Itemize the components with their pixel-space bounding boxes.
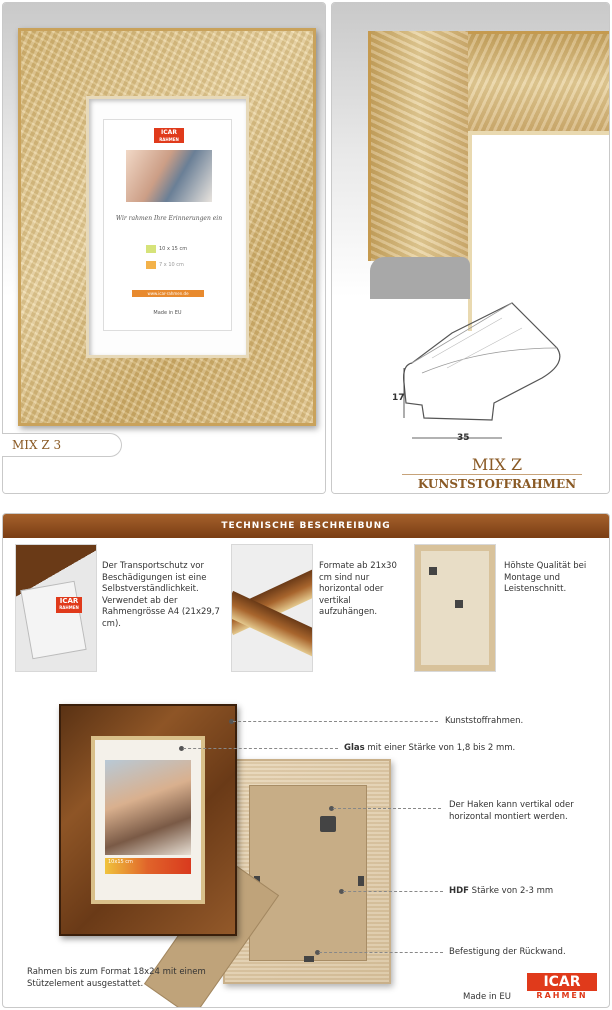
profile-panel <box>331 2 610 494</box>
insert-card <box>103 119 232 331</box>
stand-note-text: Rahmen bis zum Format 18x24 mit einem Stützelement ausgestattet. <box>27 967 206 989</box>
frame-passepartout <box>86 96 249 358</box>
callout-glass-rest: mit einer Stärke von 1,8 bis 2 mm. <box>364 743 516 753</box>
made-in-eu: Made in EU <box>463 992 511 1002</box>
insert-url: www.icar-rahmen.de <box>132 290 204 297</box>
couple-photo <box>126 150 212 202</box>
size-swatch-main <box>146 245 156 253</box>
logo-rahmen-text: RAHMEN <box>536 991 588 1000</box>
corner-left-bar <box>368 31 468 261</box>
photo-size-label: 10x15 cm <box>108 859 133 865</box>
callout-glass-bold: Glas <box>344 743 365 753</box>
callout-line-glass <box>183 748 338 749</box>
size-alt-label: 7 x 10 cm <box>159 262 184 268</box>
dimension-height: 17 <box>392 393 405 403</box>
technical-header: TECHNISCHE BESCHREIBUNG <box>3 514 609 538</box>
callout-hdf-bold: HDF <box>449 886 469 896</box>
insert-script-line: Wir rahmen Ihre Erinnerungen ein <box>115 215 223 222</box>
icar-logo-small <box>154 128 184 143</box>
callout-frame-text: Kunststoffrahmen. <box>445 716 524 726</box>
profile-sketch <box>392 293 602 443</box>
feature-quality-text: Höhste Qualität bei Montage und Leistenschnitt. <box>504 561 587 594</box>
hanging-hook-icon <box>320 816 336 832</box>
size-swatch-alt <box>146 261 156 269</box>
callout-hdf-text <box>449 886 553 898</box>
technical-description-panel <box>2 513 610 1008</box>
callout-glass-text <box>344 743 515 755</box>
product-title: MIX Z <box>471 455 523 474</box>
couple-photo-large <box>105 760 191 855</box>
feature-formats-text: Formate ab 21x30 cm sind nur horizontal oder vertikal aufzuhängen. <box>319 561 397 617</box>
product-label-tab: MIX Z 3 <box>2 433 122 457</box>
logo-text-top: ICAR <box>161 129 177 136</box>
thumb-logo-bottom: RAHMEN <box>59 605 79 610</box>
product-photo-panel <box>2 2 326 494</box>
hdf-backboard <box>249 785 367 961</box>
wood-frame-passepartout <box>91 736 205 904</box>
icar-logo-thumb <box>56 597 82 613</box>
callout-line-fastener <box>319 952 443 953</box>
callout-fastener-text: Befestigung der Rückwand. <box>449 947 566 957</box>
frame-back-panel <box>223 759 391 984</box>
icar-rahmen-logo <box>527 973 597 1001</box>
feature-transport-text: Der Transportschutz vor Beschädigungen ist eine Selbstverständlichkeit. Verwendet ab der Rahmengrösse A4 (21x29,7 cm). <box>102 561 220 629</box>
callout-hook-text: Der Haken kann vertikal oder horizontal montiert werden. <box>449 800 574 822</box>
dimension-width: 35 <box>457 433 470 443</box>
insert-made-in: Made in EU <box>153 310 182 316</box>
transport-protection-photo <box>15 544 97 672</box>
insert-color-stripe <box>105 858 191 874</box>
thumb-logo-top: ICAR <box>59 597 79 605</box>
product-subtitle: KUNSTSTOFFRAHMEN <box>417 477 577 491</box>
gold-frame-photo <box>18 28 316 426</box>
frame-back-photo <box>414 544 496 672</box>
logo-text-bottom: RAHMEN <box>159 137 179 142</box>
title-divider <box>402 474 582 475</box>
callout-line-hook <box>333 808 441 809</box>
callout-line-frame <box>233 721 438 722</box>
callout-line-hdf <box>343 891 443 892</box>
wood-frame-photo <box>59 704 237 936</box>
callout-hdf-rest: Stärke von 2-3 mm <box>468 886 554 896</box>
size-main-label: 10 x 15 cm <box>159 246 188 252</box>
logo-icar-text: ICAR <box>527 973 597 991</box>
frame-corner-photo <box>231 544 313 672</box>
